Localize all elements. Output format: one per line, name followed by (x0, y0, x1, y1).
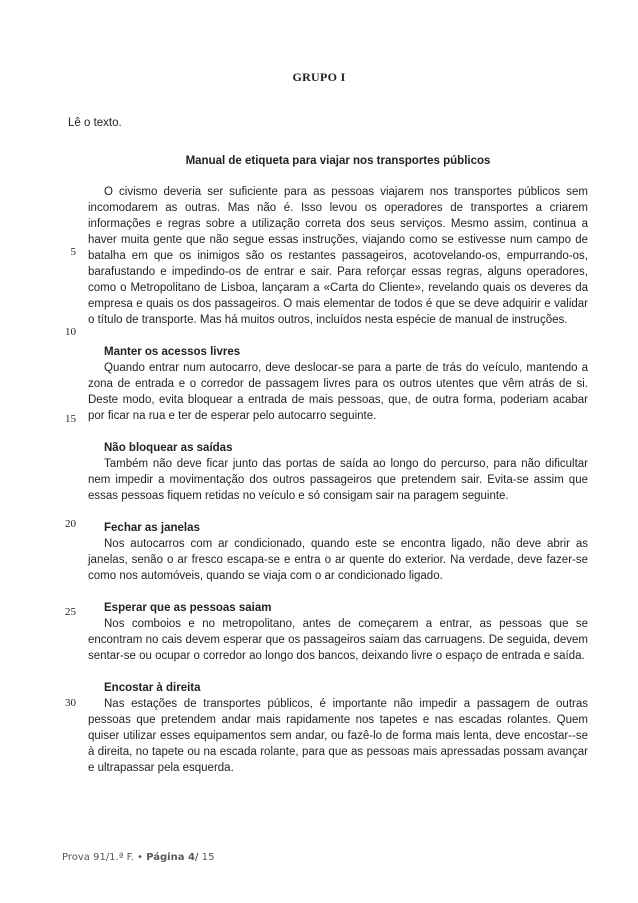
line-number: 30 (65, 697, 76, 709)
line-number: 5 (70, 246, 76, 258)
section-heading: Fechar as janelas (104, 522, 200, 534)
line-number: 25 (65, 606, 76, 618)
section-heading: Manter os acessos livres (104, 346, 241, 358)
footer-page-label: Página 4/ (146, 852, 199, 863)
line-number: 15 (65, 413, 76, 425)
section-paragraph: Quando entrar num autocarro, deve deslocar-se para a parte de trás do veículo, mantendo a zona de entrada e o corredor de passagem livres para os outros utentes que vêm atrás de si. Deste modo, evita bloquear a entrada de mais pessoas, que, de outra forma, poderiam acabar por ficar na rua e ter de esperar pelo autocarro seguinte. (88, 362, 588, 422)
line-number: 10 (65, 326, 76, 338)
section-heading: Encostar à direita (104, 682, 201, 694)
intro-paragraph: O civismo deveria ser suficiente para as pessoas viajarem nos transportes públicos sem incomodarem as outras. Mas não é. Isso levou os operadores de transportes a criarem informações e regras sobre a utilização correta dos seus serviços. Mesmo assim, continua a haver muita gente que não segue essas instruções, viajando como se estivesse num campo de batalha em que os inimigos são os restantes passageiros, acotovelando-os, empurrando-os, barafustando e impedindo-os de entrar e sair. Para reforçar essas regras, alguns operadores, como o Metropolitano de Lisboa, lançaram a «Carta do Cliente», revelando quais os deveres da empresa e quais os dos passageiros. O mais elementar de todos é que se deve adquirir e validar o título de transporte. Mas há muitos outros, incluídos nesta espécie de manual de instruções. (88, 186, 588, 326)
instruction-text: Lê o texto. (68, 117, 122, 129)
line-number: 20 (65, 518, 76, 530)
section-paragraph: Nos comboios e no metropolitano, antes de começarem a entrar, as pessoas que se encontram no cais devem esperar que os passageiros saiam das carruagens. De seguida, devem sentar-se ou ocupar o corredor ao longo dos bancos, deixando livre o espaço de entrada e saída. (88, 618, 588, 662)
section-paragraph: Também não deve ficar junto das portas de saída ao longo do percurso, para não dificultar nem impedir a movimentação dos outros passageiros que pretendem sair. Evita-se assim que essas pessoas fiquem retidas no veículo e só consigam sair na paragem seguinte. (88, 458, 588, 502)
group-title: GRUPO I (292, 70, 346, 84)
footer-exam-id: Prova 91/1.ª F. • (62, 852, 147, 863)
section-heading: Não bloquear as saídas (104, 442, 233, 454)
section-paragraph: Nas estações de transportes públicos, é importante não impedir a passagem de outras pessoas que pretendem andar mais rapidamente nos tapetes e nas escadas rolantes. Quem quiser utilizar esses equipamentos sem andar, ou fazê-lo de forma mais lenta, deve encostar--se à direita, no tapete ou na escada rolante, para que as pessoas mais apressadas possam avançar e ultrapassar pela esquerda. (88, 698, 588, 774)
section-heading: Esperar que as pessoas saiam (104, 602, 272, 614)
article-title: Manual de etiqueta para viajar nos transportes públicos (185, 155, 491, 167)
article-body (88, 184, 588, 776)
section-paragraph: Nos autocarros com ar condicionado, quando este se encontra ligado, não deve abrir as janelas, senão o ar fresco escapa-se e entra o ar quente do exterior. Na verdade, deve fazer-se como nos automóveis, quando se viaja com o ar condicionado ligado. (88, 538, 588, 582)
footer-page-total: 15 (198, 852, 215, 863)
page-footer (62, 852, 214, 863)
